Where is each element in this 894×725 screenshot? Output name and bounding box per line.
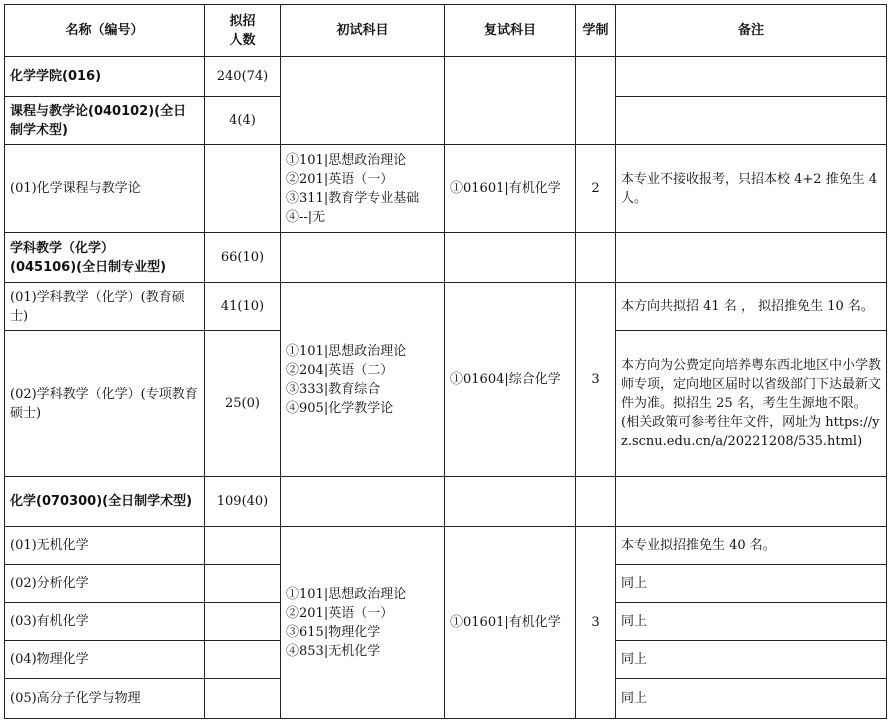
major3-dir-quota xyxy=(205,527,281,565)
major3-retest-empty xyxy=(445,477,576,527)
major2-duration: 3 xyxy=(576,283,616,477)
major3-dir-remark: 同上 xyxy=(616,565,887,603)
major3-dir-name: (03)有机化学 xyxy=(5,603,205,641)
major1-dir1-quota xyxy=(205,145,281,233)
exam-subject: ②201|英语（一） xyxy=(286,605,394,621)
major3-dir-quota xyxy=(205,565,281,603)
header-quota xyxy=(205,5,281,57)
major2-dir2-quota: 25(0) xyxy=(205,331,281,477)
header-remark: 备注 xyxy=(616,5,887,57)
header-duration: 学制 xyxy=(576,5,616,57)
header-quota-line1: 拟招 xyxy=(229,13,256,29)
header-row xyxy=(5,5,887,57)
major3-exam-subjects xyxy=(281,527,445,719)
empty-exam-cell xyxy=(281,57,445,145)
exam-subject: ④--|无 xyxy=(286,209,326,225)
major2-dir2-name: (02)学科教学（化学）(专项教育硕士) xyxy=(5,331,205,477)
major3-dir-remark: 同上 xyxy=(616,641,887,679)
major1-dir1-name: (01)化学课程与教学论 xyxy=(5,145,205,233)
header-retest: 复试科目 xyxy=(445,5,576,57)
major2-dir1-name: (01)学科教学（化学）(教育硕士) xyxy=(5,283,205,331)
major2-name-line1: 学科教学（化学） xyxy=(10,240,115,256)
college-remark xyxy=(616,57,887,97)
major2-name xyxy=(5,233,205,283)
major3-retest: ①01601|有机化学 xyxy=(445,527,576,719)
exam-subject: ③615|物理化学 xyxy=(286,624,381,640)
major1-dir1-remark: 本专业不接收报考，只招本校 4+2 推免生 4 人。 xyxy=(616,145,887,233)
major3-exam-empty xyxy=(281,477,445,527)
major2-duration-empty xyxy=(576,233,616,283)
header-name: 名称（编号） xyxy=(5,5,205,57)
major3-dir-quota xyxy=(205,603,281,641)
header-initial-exam: 初试科目 xyxy=(281,5,445,57)
major2-exam-subjects xyxy=(281,283,445,477)
major2-remark xyxy=(616,233,887,283)
major2-quota: 66(10) xyxy=(205,233,281,283)
major3-dir-name: (02)分析化学 xyxy=(5,565,205,603)
exam-subject: ③311|教育学专业基础 xyxy=(286,190,420,206)
major3-duration: 3 xyxy=(576,527,616,719)
major2-dir2-remark: 本方向为公费定向培养粤东西北地区中小学教师专项，定向地区届时以省级部门下达最新文件为准。拟招生 25 名，考生生源地不限。(相关政策可参考往年文件，网址为 https://yz.scnu.edu.cn/a/20221208/535.html) xyxy=(616,331,887,477)
major3-dir-remark: 同上 xyxy=(616,679,887,719)
major3-dir-name: (04)物理化学 xyxy=(5,641,205,679)
header-quota-line2: 人数 xyxy=(229,32,256,48)
exam-subject: ④905|化学教学论 xyxy=(286,400,394,416)
major3-name: 化学(070300)(全日制学术型) xyxy=(5,477,205,527)
exam-subject: ③333|教育综合 xyxy=(286,381,381,397)
major3-dir-remark: 本专业拟招推免生 40 名。 xyxy=(616,527,887,565)
major3-dir-name: (05)高分子化学与物理 xyxy=(5,679,205,719)
major2-dir1-quota: 41(10) xyxy=(205,283,281,331)
major1-remark xyxy=(616,97,887,145)
major1-name: 课程与教学论(040102)(全日制学术型) xyxy=(5,97,205,145)
exam-subject: ②201|英语（一） xyxy=(286,171,394,187)
exam-subject: ②204|英语（二） xyxy=(286,362,394,378)
major1-duration: 2 xyxy=(576,145,616,233)
empty-duration-cell xyxy=(576,57,616,145)
major3-quota: 109(40) xyxy=(205,477,281,527)
major3-dir-remark: 同上 xyxy=(616,603,887,641)
exam-subject: ①101|思想政治理论 xyxy=(286,586,407,602)
major1-retest: ①01601|有机化学 xyxy=(445,145,576,233)
major1-direction-row xyxy=(5,145,887,233)
major2-name-line2: (045106)(全日制专业型) xyxy=(10,259,167,275)
enrollment-table xyxy=(4,4,887,719)
college-name: 化学学院(016) xyxy=(5,57,205,97)
major3-remark xyxy=(616,477,887,527)
major3-duration-empty xyxy=(576,477,616,527)
exam-subject: ④853|无机化学 xyxy=(286,643,381,659)
major3-dir-quota xyxy=(205,679,281,719)
major1-quota: 4(4) xyxy=(205,97,281,145)
major1-exam-subjects xyxy=(281,145,445,233)
exam-subject: ①101|思想政治理论 xyxy=(286,152,407,168)
exam-subject: ①101|思想政治理论 xyxy=(286,343,407,359)
college-quota: 240(74) xyxy=(205,57,281,97)
major2-retest-empty xyxy=(445,233,576,283)
major3-dir-quota xyxy=(205,641,281,679)
major2-direction1-row xyxy=(5,283,887,331)
major2-dir1-remark: 本方向共拟招 41 名 ， 拟招推免生 10 名。 xyxy=(616,283,887,331)
major2-retest: ①01604|综合化学 xyxy=(445,283,576,477)
college-row xyxy=(5,57,887,97)
major2-exam-empty xyxy=(281,233,445,283)
major3-direction-row xyxy=(5,527,887,565)
major2-row xyxy=(5,233,887,283)
major3-row xyxy=(5,477,887,527)
empty-retest-cell xyxy=(445,57,576,145)
major3-dir-name: (01)无机化学 xyxy=(5,527,205,565)
